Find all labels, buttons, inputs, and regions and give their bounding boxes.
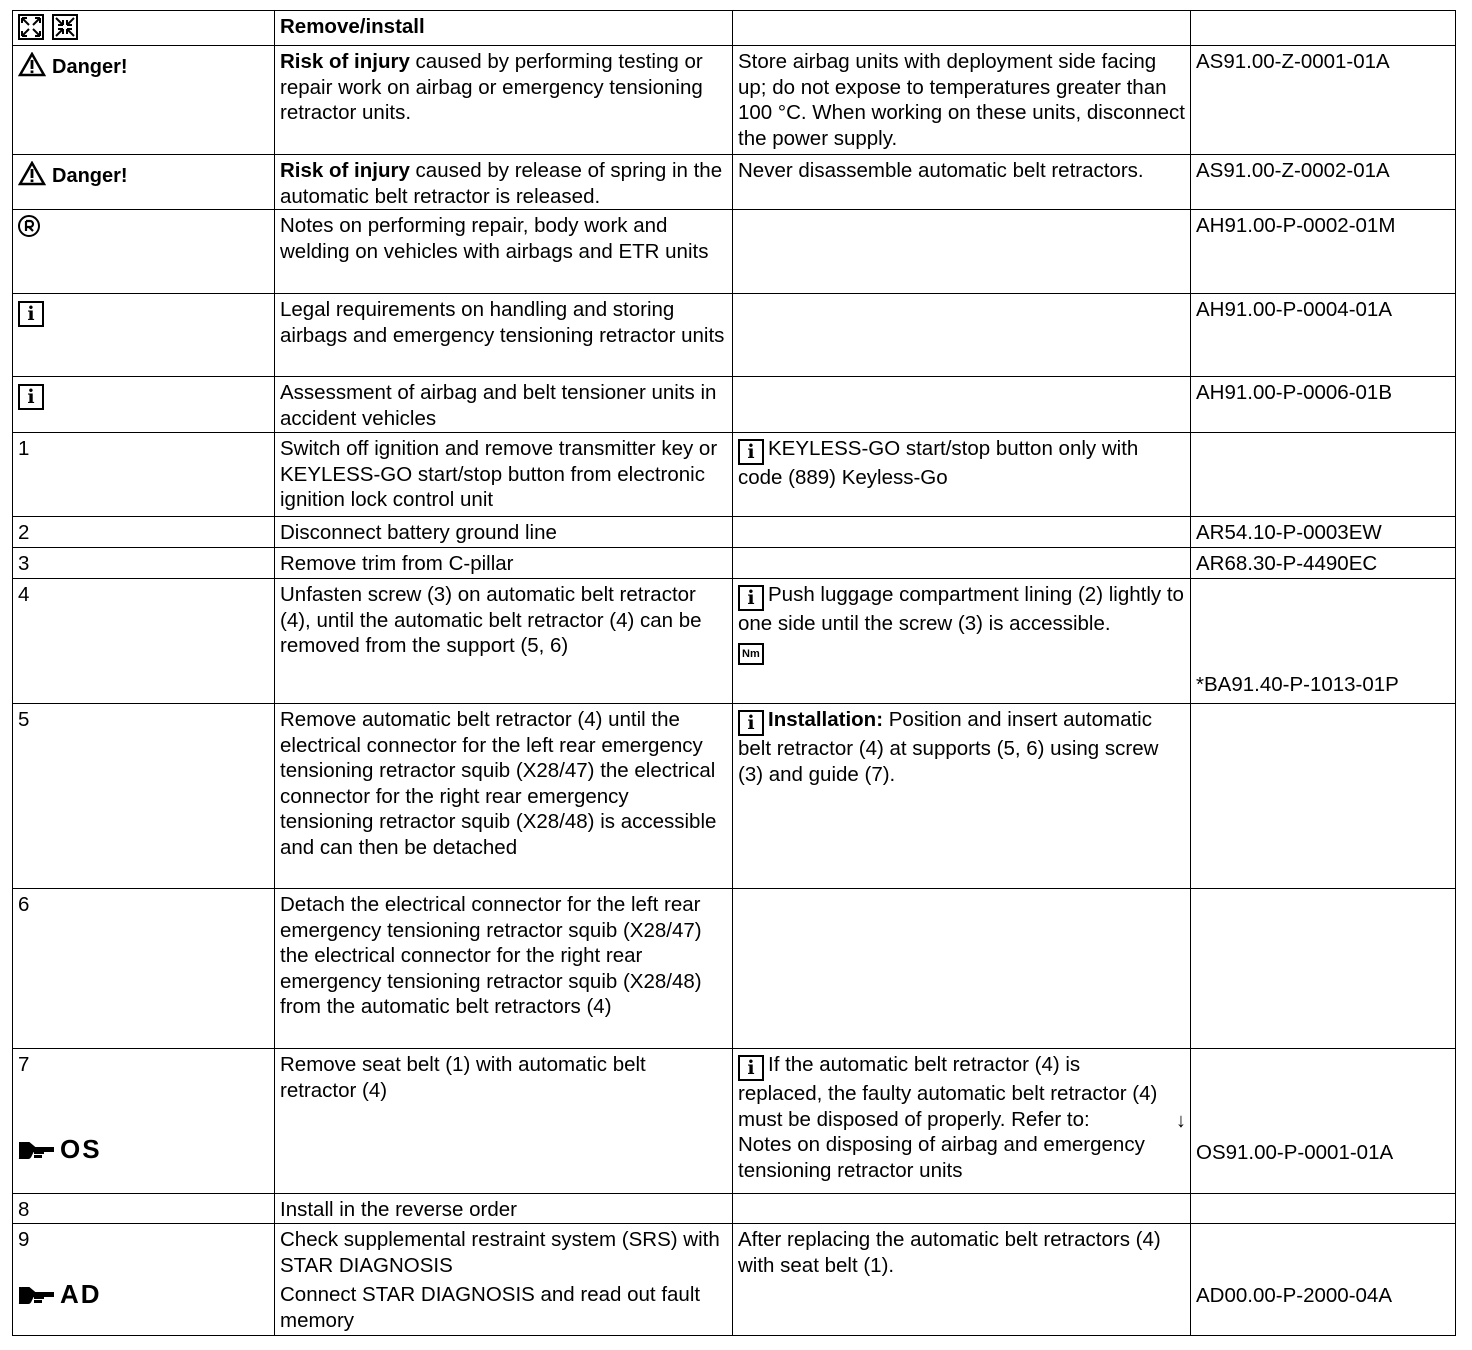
- step-text: Remove automatic belt retractor (4) until the electrical connector for the left rear emergency tensioning retractor squib (X28/47) the electrical connector for the right rear emergency tensioning retractor squib (X28/48) is accessible and can then be detached: [275, 704, 733, 889]
- reference-link[interactable]: AR68.30-P-4490EC: [1191, 548, 1456, 579]
- step-number: 7: [18, 1053, 30, 1076]
- reference-link[interactable]: AH91.00-P-0004-01A: [1191, 294, 1456, 377]
- safety-measure: Never disassemble automatic belt retractors.: [733, 155, 1191, 210]
- info-icon: i: [738, 439, 764, 465]
- step-number: 4: [13, 579, 275, 704]
- step-note: i Installation: Position and insert automatic belt retractor (4) at supports (5, 6) using screw (3) and guide (7).: [733, 704, 1191, 889]
- torque-icon: Nm: [738, 643, 764, 665]
- safety-measure: Store airbag units with deployment side facing up; do not expose to temperatures greater than 100 °C. When working on these units, disconnect the power supply.: [733, 46, 1191, 155]
- warning-triangle-icon: [18, 52, 46, 84]
- step-row: [13, 579, 1456, 704]
- step-number: 9: [18, 1228, 30, 1251]
- step-row: [13, 889, 1456, 1049]
- reference-link[interactable]: *BA91.40-P-1013-01P: [1196, 672, 1399, 696]
- note-row: [13, 294, 1456, 377]
- sub-step-text: Notes on disposing of airbag and emergency tensioning retractor units: [738, 1133, 1145, 1182]
- step-text: Install in the reverse order: [275, 1194, 733, 1224]
- note-row: [13, 210, 1456, 294]
- procedure-table: [12, 10, 1456, 1336]
- danger-row: [13, 46, 1456, 155]
- step-text: Disconnect battery ground line: [275, 517, 733, 548]
- risk-text: Risk of injury caused by performing testing or repair work on airbag or emergency tensioning retractor units.: [275, 46, 733, 155]
- step-text: Check supplemental restraint system (SRS) with STAR DIAGNOSIS: [280, 1228, 720, 1277]
- pointing-hand-icon: [18, 1139, 56, 1161]
- step-row: [13, 433, 1456, 517]
- danger-label: Danger!: [52, 56, 128, 78]
- danger-row: [13, 155, 1456, 210]
- step-text: Switch off ignition and remove transmitter key or KEYLESS-GO start/stop button from electronic ignition lock control unit: [275, 433, 733, 517]
- sub-step-text: Connect STAR DIAGNOSIS and read out fault memory: [280, 1283, 701, 1332]
- arrow-down-icon: ↓: [1176, 1110, 1186, 1132]
- step-note: After replacing the automatic belt retractors (4) with seat belt (1).: [733, 1224, 1191, 1336]
- note-text: Notes on performing repair, body work and welding on vehicles with airbags and ETR units: [275, 210, 733, 294]
- reference-link[interactable]: AR54.10-P-0003EW: [1191, 517, 1456, 548]
- step-row: [13, 1049, 1456, 1194]
- step-number: 2: [13, 517, 275, 548]
- step-row: [13, 517, 1456, 548]
- expand-icon[interactable]: [18, 14, 44, 40]
- step-text: Detach the electrical connector for the left rear emergency tensioning retractor squib (X28/47) the electrical connector for the right rear emergency tensioning retractor squib (X28/48) from the automatic belt retractors (4): [275, 889, 733, 1049]
- step-text: Remove seat belt (1) with automatic belt retractor (4): [275, 1049, 733, 1194]
- danger-label: Danger!: [52, 165, 128, 187]
- step-row: [13, 548, 1456, 579]
- info-icon: i: [738, 1055, 764, 1081]
- info-icon: i: [18, 301, 44, 327]
- reference-link[interactable]: AH91.00-P-0002-01M: [1191, 210, 1456, 294]
- step-note: i If the automatic belt retractor (4) is replaced, the faulty automatic belt retractor (4) must be disposed of properly. Refer to:: [738, 1053, 1158, 1131]
- step-note: i KEYLESS-GO start/stop button only with code (889) Keyless-Go: [733, 433, 1191, 517]
- reference-link[interactable]: AS91.00-Z-0001-01A: [1191, 46, 1456, 155]
- header-icons-cell: [13, 11, 275, 46]
- step-number: 3: [13, 548, 275, 579]
- step-row: [13, 1224, 1456, 1336]
- reference-link[interactable]: AH91.00-P-0006-01B: [1191, 377, 1456, 433]
- os-marker: OS: [18, 1137, 102, 1163]
- step-number: 6: [13, 889, 275, 1049]
- step-row: [13, 704, 1456, 889]
- reference-link[interactable]: AD00.00-P-2000-04A: [1196, 1284, 1393, 1307]
- step-row: [13, 1194, 1456, 1224]
- info-icon: i: [738, 710, 764, 736]
- section-title: Remove/install: [275, 11, 733, 46]
- pointing-hand-icon: [18, 1284, 56, 1306]
- note-row: [13, 377, 1456, 433]
- header-row: [13, 11, 1456, 46]
- ad-marker: AD: [18, 1282, 102, 1308]
- info-icon: i: [18, 384, 44, 410]
- step-number: 1: [13, 433, 275, 517]
- step-number: 8: [13, 1194, 275, 1224]
- note-text: Legal requirements on handling and storing airbags and emergency tensioning retractor units: [275, 294, 733, 377]
- step-text: Remove trim from C-pillar: [275, 548, 733, 579]
- collapse-icon[interactable]: [52, 14, 78, 40]
- reference-link[interactable]: AS91.00-Z-0002-01A: [1191, 155, 1456, 210]
- risk-text: Risk of injury caused by release of spring in the automatic belt retractor is released.: [275, 155, 733, 210]
- step-text: Unfasten screw (3) on automatic belt retractor (4), until the automatic belt retractor (4) can be removed from the support (5, 6): [275, 579, 733, 704]
- note-text: Assessment of airbag and belt tensioner units in accident vehicles: [275, 377, 733, 433]
- info-icon: i: [738, 585, 764, 611]
- note-circle-icon: [18, 215, 40, 237]
- warning-triangle-icon: [18, 161, 46, 193]
- step-note: i Push luggage compartment lining (2) lightly to one side until the screw (3) is accessible. Nm: [733, 579, 1191, 704]
- reference-link[interactable]: OS91.00-P-0001-01A: [1196, 1141, 1394, 1164]
- step-number: 5: [13, 704, 275, 889]
